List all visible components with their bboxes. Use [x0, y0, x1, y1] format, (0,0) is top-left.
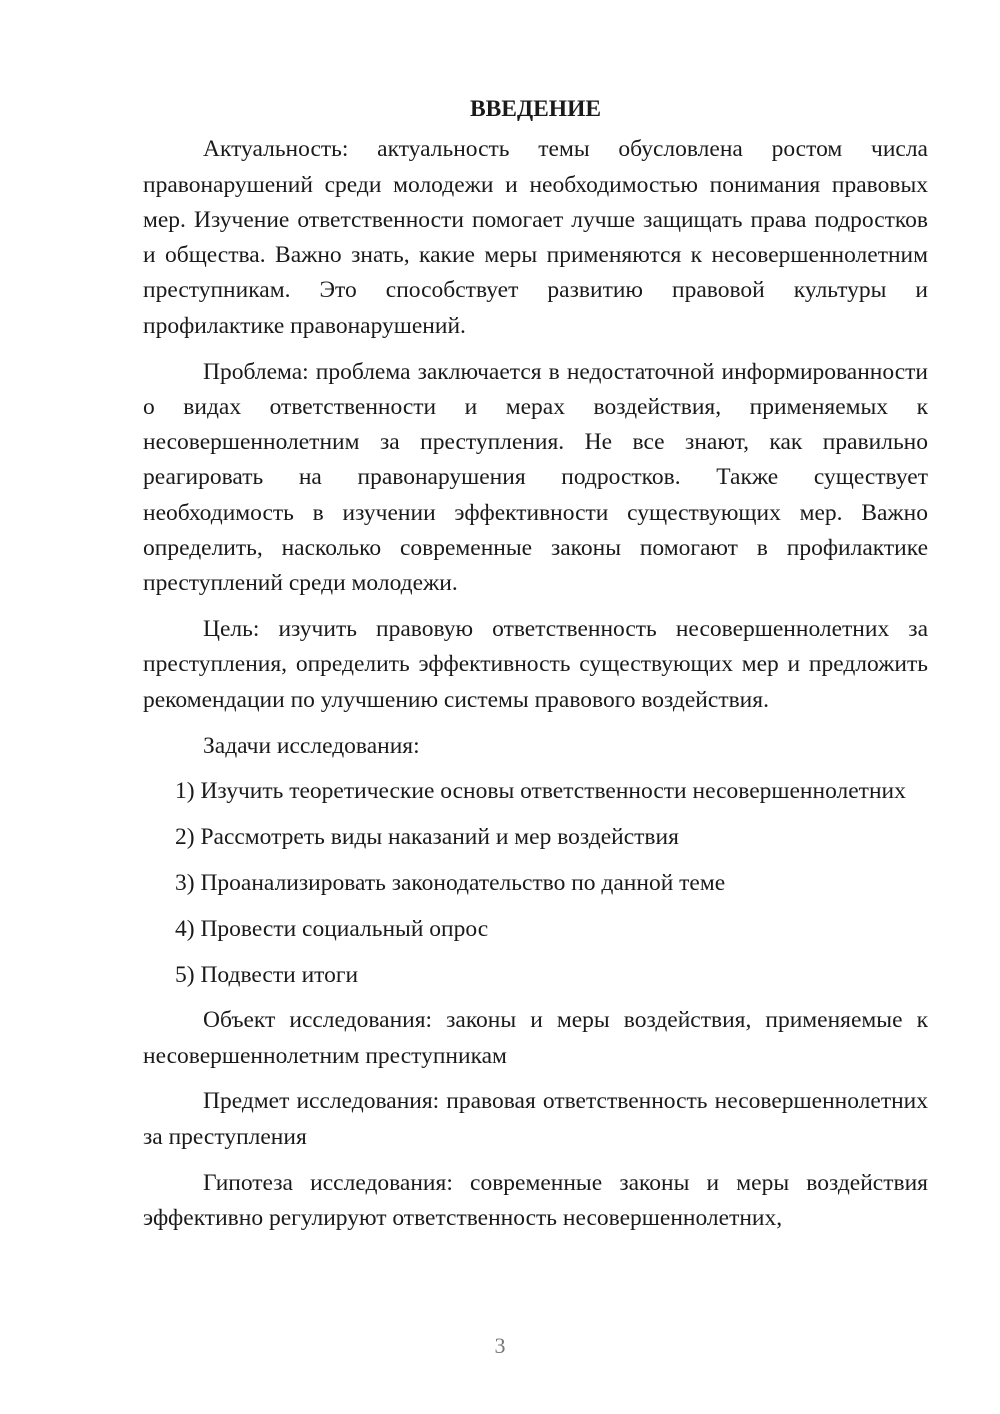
- page-number: 3: [494, 1333, 506, 1358]
- paragraph-goal: Цель: изучить правовую ответственность несовершеннолетних за преступления, определить эффективность существующих мер и предложить рекомендации по улучшению системы правового воздействия.: [143, 616, 928, 713]
- tasks-heading: Задачи исследования:: [203, 732, 420, 759]
- page-content: [143, 92, 928, 1247]
- task-item-3: 3) Проанализировать законодательство по данной теме: [175, 869, 726, 896]
- task-item-1: 1) Изучить теоретические основы ответственности несовершеннолетних: [175, 778, 906, 805]
- section-title: ВВЕДЕНИЕ: [469, 96, 602, 122]
- paragraph-subject: Предмет исследования: правовая ответственность несовершеннолетних за преступления: [143, 1088, 928, 1150]
- task-item-5: 5) Подвести итоги: [175, 961, 359, 988]
- task-item-4: 4) Провести социальный опрос: [175, 915, 489, 942]
- task-item-2: 2) Рассмотреть виды наказаний и мер воздействия: [175, 824, 679, 851]
- paragraph-relevance: Актуальность: актуальность темы обусловлена ростом числа правонарушений среди молодежи и необходимостью понимания правовых мер. Изучение ответственности помогает лучше защищать права подростков и общества. Важно знать, какие меры применяются к несовершеннолетним преступникам. Это способствует развитию правовой культуры и профилактике правонарушений.: [143, 136, 928, 339]
- paragraph-problem: Проблема: проблема заключается в недостаточной информированности о видах ответственности и мерах воздействия, применяемых к несовершеннолетним за преступления. Не все знают, как правильно реагировать на правонарушения подростков. Также существует необходимость в изучении эффективности существующих мер. Важно определить, насколько современные законы помогают в профилактике преступлений среди молодежи.: [143, 358, 928, 597]
- paragraph-object: Объект исследования: законы и меры воздействия, применяемые к несовершеннолетним преступникам: [143, 1007, 928, 1069]
- paragraph-hypothesis: Гипотеза исследования: современные законы и меры воздействия эффективно регулируют ответственность несовершеннолетних,: [143, 1169, 928, 1231]
